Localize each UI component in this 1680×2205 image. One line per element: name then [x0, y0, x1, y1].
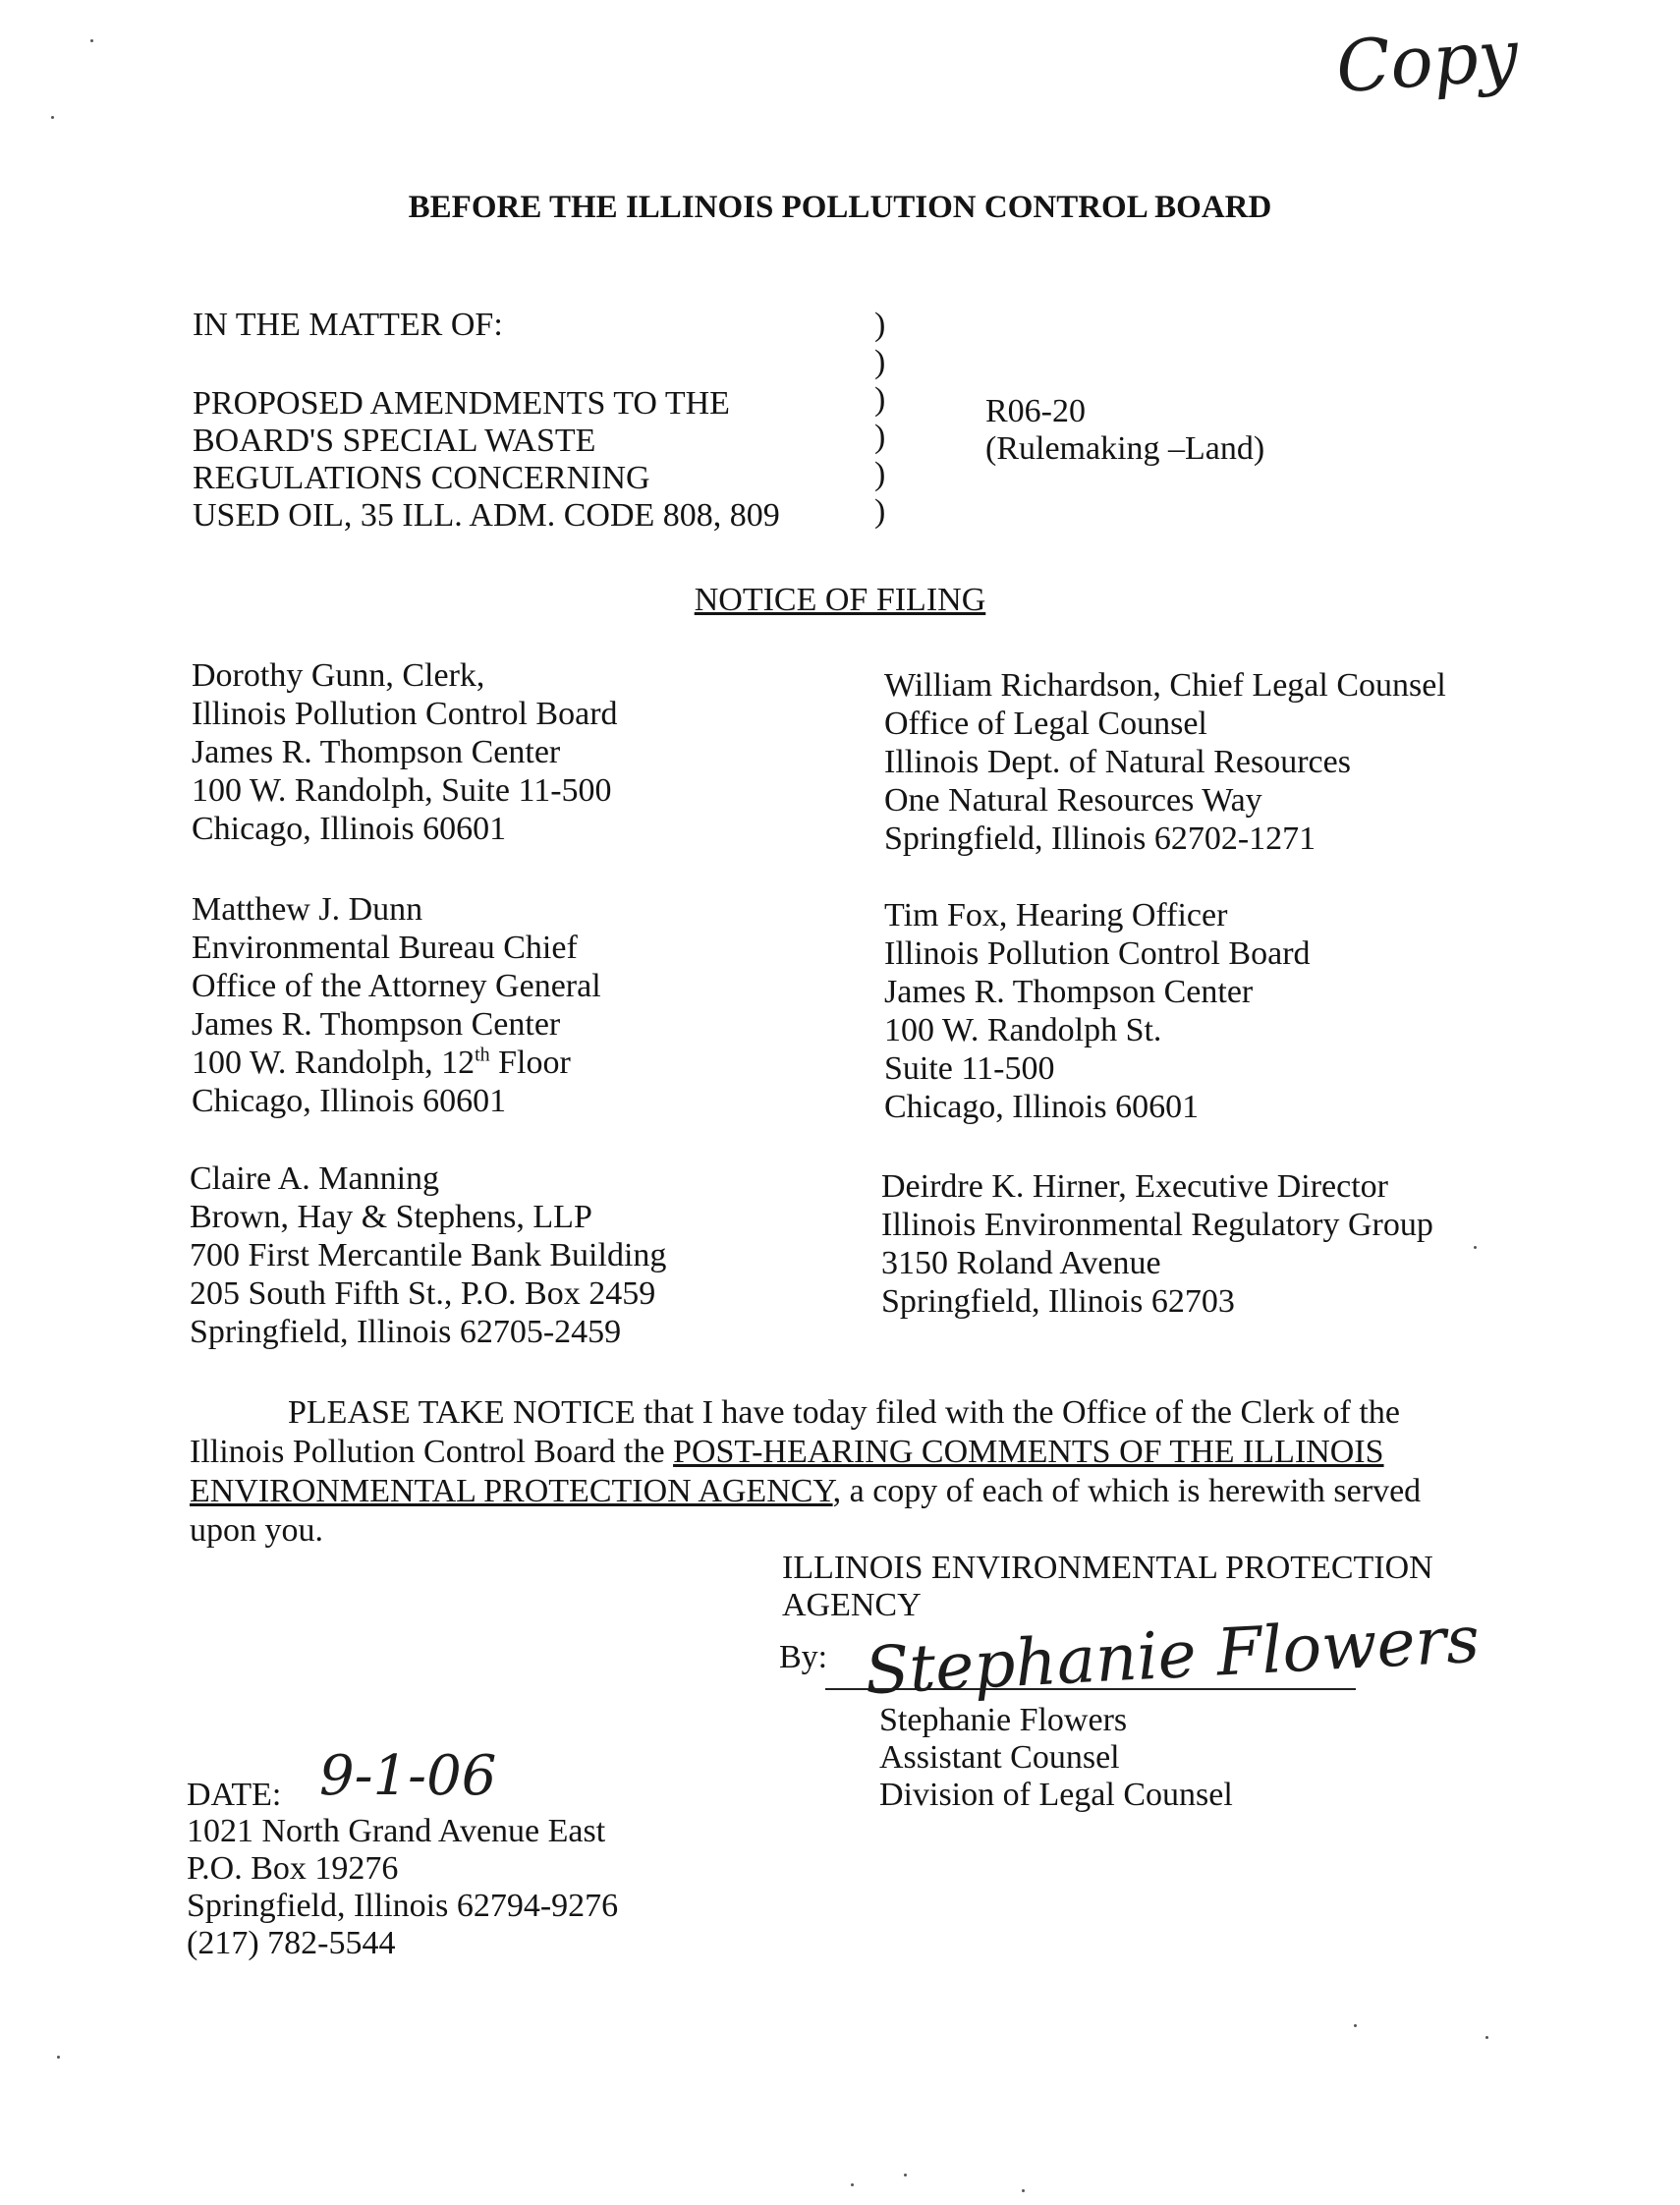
address-line: Chicago, Illinois 60601	[192, 1083, 507, 1119]
address-line: Tim Fox, Hearing Officer	[884, 897, 1228, 933]
address-line: Illinois Pollution Control Board	[884, 935, 1311, 972]
notice-title	[0, 582, 1680, 619]
signer-title: Assistant Counsel	[879, 1739, 1120, 1776]
floor-superscript: th	[475, 1044, 490, 1066]
address-line: 1021 North Grand Avenue East	[187, 1813, 606, 1849]
caption-parentheses	[874, 307, 885, 531]
service-address-attorney-general	[192, 890, 601, 1120]
filing-title-part2: ENVIRONMENTAL PROTECTION AGENCY	[190, 1473, 833, 1509]
service-address-hearing-officer	[884, 896, 1311, 1126]
address-line: Illinois Dept. of Natural Resources	[884, 744, 1351, 780]
scan-speck	[1485, 2036, 1488, 2039]
address-line: Chicago, Illinois 60601	[192, 811, 507, 847]
matter-label: IN THE MATTER OF:	[193, 307, 503, 343]
docket-number: R06-20	[985, 393, 1086, 429]
address-line: Environmental Bureau Chief	[192, 930, 578, 966]
address-line: Springfield, Illinois 62794-9276	[187, 1888, 619, 1924]
agency-line: AGENCY	[782, 1587, 922, 1623]
address-line: Chicago, Illinois 60601	[884, 1089, 1200, 1125]
paren: )	[874, 419, 886, 455]
address-line: P.O. Box 19276	[187, 1850, 399, 1887]
address-line: 3150 Roland Avenue	[881, 1245, 1161, 1281]
address-line: Brown, Hay & Stephens, LLP	[190, 1199, 592, 1235]
address-line: Office of the Attorney General	[192, 968, 601, 1004]
handwritten-copy-mark: Copy	[1333, 13, 1521, 109]
address-line: Claire A. Manning	[190, 1160, 440, 1197]
signer-division: Division of Legal Counsel	[879, 1777, 1233, 1813]
scan-speck	[90, 39, 93, 42]
service-address-clerk	[192, 656, 618, 848]
address-line: Illinois Pollution Control Board	[192, 696, 618, 732]
notice-body	[190, 1393, 1467, 1551]
address-line: Springfield, Illinois 62703	[881, 1283, 1235, 1320]
scan-speck	[1354, 2024, 1357, 2027]
body-line: PLEASE TAKE NOTICE that I have today filed with the Office of the Clerk of the	[288, 1394, 1400, 1431]
paren: )	[874, 344, 886, 380]
scan-speck	[851, 2183, 854, 2186]
docket-info	[985, 393, 1264, 468]
address-line: William Richardson, Chief Legal Counsel	[884, 667, 1446, 704]
scan-speck	[51, 116, 54, 119]
caption-line: USED OIL, 35 ILL. ADM. CODE 808, 809	[193, 497, 780, 534]
paren: )	[874, 307, 886, 343]
document-heading: BEFORE THE ILLINOIS POLLUTION CONTROL BOARD	[408, 190, 1272, 225]
address-line: Suite 11-500	[884, 1050, 1055, 1087]
notice-title-text: NOTICE OF FILING	[694, 582, 986, 618]
address-line: 100 W. Randolph, Suite 11-500	[192, 772, 612, 809]
address-line: Illinois Environmental Regulatory Group	[881, 1207, 1433, 1243]
address-line: James R. Thompson Center	[884, 974, 1254, 1010]
scan-speck	[1022, 2189, 1025, 2192]
service-address-manning	[190, 1159, 666, 1351]
service-address-ierg	[881, 1167, 1433, 1321]
body-text: Illinois Pollution Control Board the	[190, 1434, 674, 1470]
body-line	[190, 1472, 1467, 1511]
address-line: 205 South Fifth St., P.O. Box 2459	[190, 1275, 656, 1312]
filing-title-part1: POST-HEARING COMMENTS OF THE ILLINOIS	[673, 1434, 1384, 1470]
address-line: Deirdre K. Hirner, Executive Director	[881, 1168, 1388, 1205]
address-line: 700 First Mercantile Bank Building	[190, 1237, 667, 1273]
scan-speck	[904, 2174, 907, 2177]
caption-line: PROPOSED AMENDMENTS TO THE	[193, 385, 730, 422]
paren: )	[874, 493, 886, 530]
caption-line: REGULATIONS CONCERNING	[193, 460, 650, 496]
signer-name: Stephanie Flowers	[879, 1702, 1128, 1738]
by-label: By:	[779, 1639, 828, 1675]
address-line: Springfield, Illinois 62702-1271	[884, 820, 1316, 857]
scan-speck	[1474, 1246, 1477, 1249]
signer-block	[879, 1702, 1233, 1814]
floor-prefix: 100 W. Randolph, 12	[192, 1045, 476, 1081]
agency-line: ILLINOIS ENVIRONMENTAL PROTECTION	[782, 1550, 1433, 1586]
address-line: (217) 782-5544	[187, 1925, 396, 1961]
paren: )	[874, 456, 886, 492]
address-line: Office of Legal Counsel	[884, 706, 1207, 742]
caption-line: BOARD'S SPECIAL WASTE	[193, 423, 596, 459]
address-line: Dorothy Gunn, Clerk,	[192, 657, 485, 694]
paren: )	[874, 381, 886, 418]
date-label: DATE:	[187, 1777, 282, 1813]
agency-address	[187, 1813, 618, 1962]
address-line: James R. Thompson Center	[192, 734, 561, 770]
address-line: Matthew J. Dunn	[192, 891, 423, 928]
body-text: , a copy of each of which is herewith served	[832, 1473, 1422, 1509]
address-line: 100 W. Randolph St.	[884, 1012, 1162, 1048]
body-line	[190, 1433, 1467, 1472]
service-address-dnr	[884, 666, 1446, 858]
body-line: upon you.	[190, 1512, 323, 1549]
docket-type: (Rulemaking –Land)	[985, 430, 1265, 467]
handwritten-date: 9-1-06	[319, 1744, 497, 1808]
address-line: James R. Thompson Center	[192, 1006, 561, 1043]
address-line-floor	[192, 1044, 601, 1082]
address-line: Springfield, Illinois 62705-2459	[190, 1314, 622, 1350]
scan-speck	[57, 2056, 60, 2059]
case-caption	[193, 385, 780, 535]
handwritten-signature: Stephanie Flowers	[863, 1601, 1482, 1710]
floor-suffix: Floor	[489, 1045, 571, 1081]
address-line: One Natural Resources Way	[884, 782, 1262, 819]
